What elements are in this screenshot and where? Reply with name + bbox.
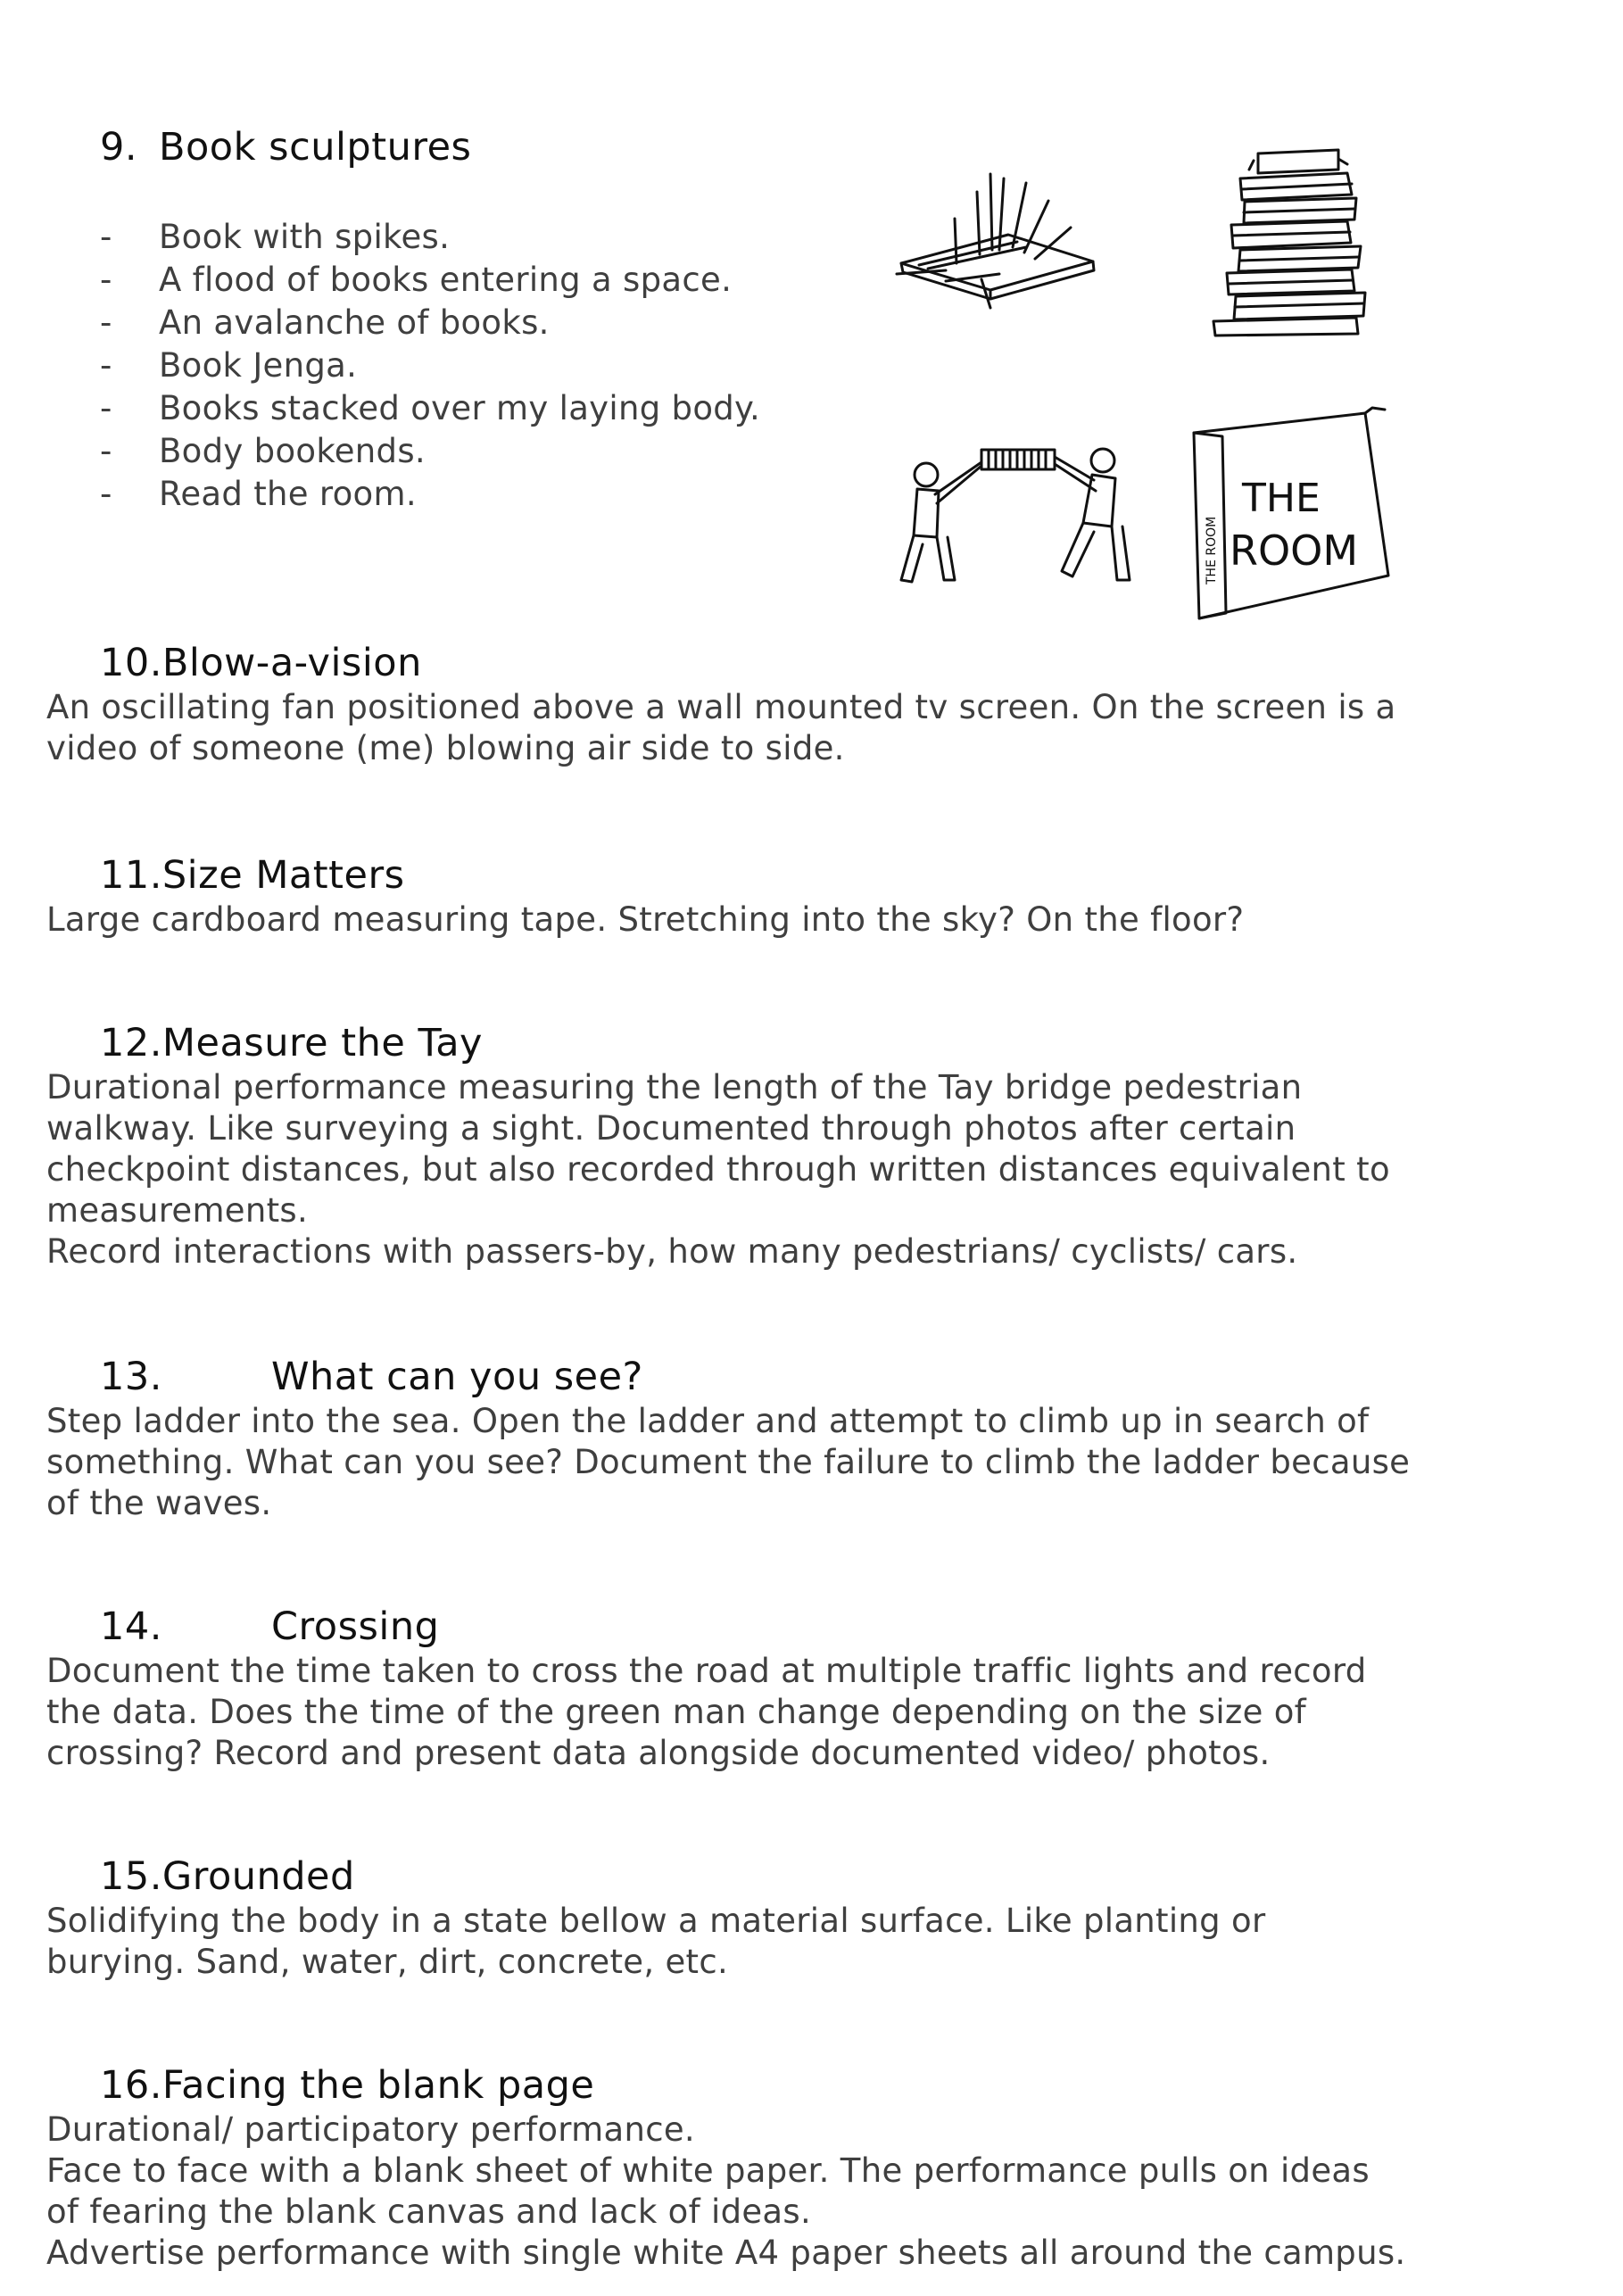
section-13-title: What can you see? — [271, 1355, 643, 1399]
book-cover-title-line2: ROOM — [1230, 526, 1359, 575]
book-with-spikes-sketch — [892, 165, 1106, 317]
read-the-room-book-sketch — [1187, 406, 1392, 625]
section-15-heading: 15.Grounded — [100, 1854, 355, 1899]
section-13-number: 13. — [100, 1355, 162, 1399]
book-spine-text: THE ROOM — [1205, 516, 1219, 584]
book-cover-title-line1: THE — [1242, 476, 1321, 521]
section-11-body: Large cardboard measuring tape. Stretching into the sky? On the floor? — [46, 900, 1245, 939]
section-13-body: Step ladder into the sea. Open the ladder and attempt to climb up in search of something. What can you see? Document the failure to climb the ladder because of the waves. — [46, 1402, 1411, 1522]
list-item: - Books stacked over my laying body. — [100, 389, 761, 427]
section-12-body: Durational performance measuring the length of the Tay bridge pedestrian walkway. Like surveying a sight. Documented through photos after certain checkpoint distances, but also recorded through written distances equivalent to measurements. Record interactions with passers-by, how many pedestrians/ cyclists/ cars. — [46, 1068, 1390, 1271]
section-10-body: An oscillating fan positioned above a wall mounted tv screen. On the screen is a video of someone (me) blowing air side to side. — [46, 688, 1396, 767]
list-item: - A flood of books entering a space. — [100, 261, 733, 299]
section-14-body: Document the time taken to cross the road at multiple traffic lights and record the data. Does the time of the green man change depending on the size of crossing? Record and present data alongside documented video/ photos. — [46, 1652, 1367, 1772]
section-16-heading: 16.Facing the blank page — [100, 2063, 595, 2108]
section-10-heading: 10.Blow-a-vision — [100, 641, 422, 685]
section-16-body: Durational/ participatory performance. Face to face with a blank sheet of white paper. The performance pulls on ideas of fearing the blank canvas and lack of ideas. Advertise performance with single white A4 paper sheets all around the campus. — [46, 2110, 1406, 2272]
section-11-heading: 11.Size Matters — [100, 853, 405, 898]
list-item: - Book with spikes. — [100, 218, 451, 256]
section-13-heading — [100, 1355, 643, 1399]
section-9-title: Book sculptures — [159, 125, 472, 170]
book-sculptures-list — [100, 216, 760, 516]
book-stack-sketch — [1205, 143, 1374, 339]
list-item: - Body bookends. — [100, 432, 426, 470]
list-item: - Read the room. — [100, 475, 417, 513]
section-9-heading — [100, 125, 471, 170]
section-15-body: Solidifying the body in a state bellow a material surface. Like planting or burying. Sand, water, dirt, concrete, etc. — [46, 1902, 1266, 1981]
section-14-title: Crossing — [271, 1604, 440, 1649]
list-item: - An avalanche of books. — [100, 303, 550, 342]
section-9-number: 9. — [100, 125, 138, 170]
section-14-heading — [100, 1604, 439, 1649]
section-14-number: 14. — [100, 1604, 162, 1649]
list-item: - Book Jenga. — [100, 346, 358, 385]
body-bookends-sketch — [892, 437, 1142, 589]
section-12-heading: 12.Measure the Tay — [100, 1021, 483, 1065]
